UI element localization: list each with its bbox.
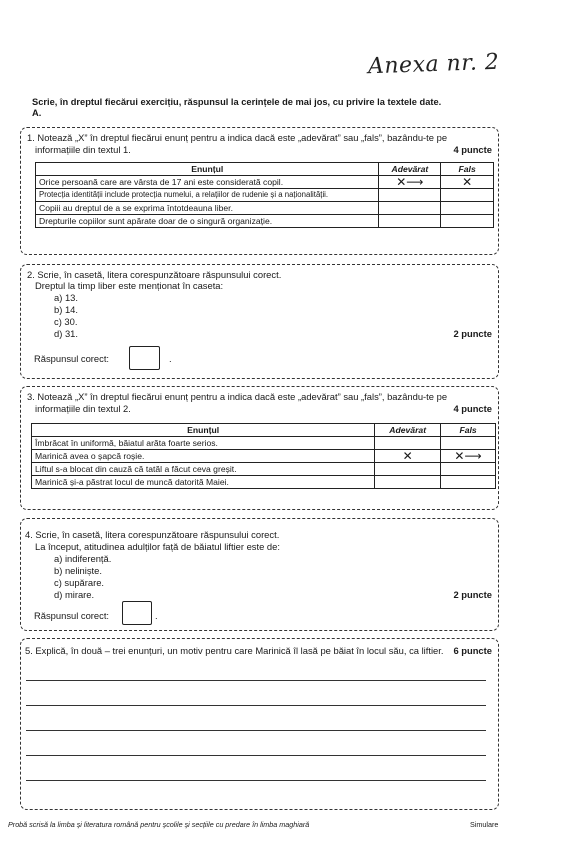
exercise-2-box — [20, 264, 499, 379]
true-cell[interactable] — [375, 476, 441, 489]
ex2-option-a: a) 13. — [54, 292, 78, 303]
ex1-table — [35, 162, 494, 228]
table-row — [32, 476, 496, 489]
section-label: A. — [32, 108, 42, 118]
table-row — [36, 176, 494, 189]
table-header-row — [36, 163, 494, 176]
statement-cell: Marinică avea o șapcă roșie. — [32, 450, 375, 463]
ex5-points: 6 puncte — [453, 645, 492, 656]
writing-line[interactable] — [26, 730, 486, 731]
ex2-points: 2 puncte — [453, 328, 492, 339]
ex2-option-d: d) 31. — [54, 328, 78, 339]
instruction-line: Scrie, în dreptul fiecărui exercițiu, răspunsul la cerințele de mai jos, cu privire la textele date. — [32, 97, 442, 107]
exercise-1-box — [20, 127, 499, 255]
exercise-5-box — [20, 638, 499, 810]
false-cell[interactable] — [441, 463, 496, 476]
ex3-line2: informațiile din textul 2. — [35, 403, 131, 414]
false-cell[interactable]: ✕ — [441, 176, 494, 189]
ex4-line1: 4. Scrie, în casetă, litera corespunzătoare răspunsului corect. — [25, 529, 280, 540]
ex2-line1: 2. Scrie, în casetă, litera corespunzătoare răspunsului corect. — [27, 269, 282, 280]
statement-cell: Copiii au dreptul de a se exprima întotdeauna liber. — [36, 202, 379, 215]
ex2-period: . — [169, 353, 172, 364]
true-cell[interactable] — [379, 215, 441, 228]
ex1-line1: 1. Notează „X” în dreptul fiecărui enunț pentru a indica dacă este „adevărat” sau „fals”, bazându-te pe — [27, 132, 448, 143]
table-row — [32, 463, 496, 476]
true-cell[interactable]: ✕⟶ — [379, 176, 441, 189]
writing-line[interactable] — [26, 680, 486, 681]
statement-cell: Protecția identității include protecția numelui, a relațiilor de rudenie și a naționalității. — [36, 189, 379, 202]
ex4-answer-box[interactable] — [122, 601, 152, 625]
true-cell[interactable] — [375, 463, 441, 476]
statement-cell: Orice persoană care are vârsta de 17 ani este considerată copil. — [36, 176, 379, 189]
col-header-false: Fals — [441, 163, 494, 176]
statement-cell: Îmbrăcat în uniformă, băiatul arăta foarte serios. — [32, 437, 375, 450]
true-cell[interactable]: ✕ — [375, 450, 441, 463]
annex-label: Anexa nr. 2 — [367, 49, 500, 80]
false-cell[interactable] — [441, 215, 494, 228]
ex3-table — [31, 423, 496, 489]
statement-cell: Drepturile copiilor sunt apărate doar de o singură organizație. — [36, 215, 379, 228]
col-header-true: Adevărat — [379, 163, 441, 176]
statement-cell: Liftul s-a blocat din cauză că tatăl a făcut ceva greșit. — [32, 463, 375, 476]
false-cell[interactable] — [441, 476, 496, 489]
footer-left: Probă scrisă la limba și literatura română pentru școlile și secțiile cu predare în limba maghiară — [8, 820, 310, 829]
ex4-period: . — [155, 610, 158, 621]
table-row — [36, 189, 494, 202]
col-header-statement: Enunțul — [32, 424, 375, 437]
col-header-statement: Enunțul — [36, 163, 379, 176]
col-header-true: Adevărat — [375, 424, 441, 437]
col-header-false: Fals — [441, 424, 496, 437]
table-header-row — [32, 424, 496, 437]
ex2-option-c: c) 30. — [54, 316, 78, 327]
ex2-answer-label: Răspunsul corect: — [34, 353, 110, 364]
exercise-4-box — [20, 518, 499, 631]
instruction-text — [32, 97, 512, 119]
writing-line[interactable] — [26, 780, 486, 781]
ex3-line1: 3. Notează „X” în dreptul fiecărui enunț pentru a indica dacă este „adevărat” sau „fals”, bazându-te pe — [27, 391, 448, 402]
ex4-answer-label: Răspunsul corect: — [34, 610, 110, 621]
true-cell[interactable] — [375, 437, 441, 450]
ex3-points: 4 puncte — [453, 403, 492, 414]
ex4-line2: La început, atitudinea adulților față de băiatul liftier este de: — [35, 541, 280, 552]
writing-line[interactable] — [26, 705, 486, 706]
ex4-option-b: b) neliniște. — [54, 565, 102, 576]
false-cell[interactable]: ✕⟶ — [441, 450, 496, 463]
table-row — [36, 202, 494, 215]
table-row — [36, 215, 494, 228]
ex4-option-a: a) indiferență. — [54, 553, 112, 564]
false-cell[interactable] — [441, 202, 494, 215]
ex5-line1: 5. Explică, în două – trei enunțuri, un motiv pentru care Marinică îl lasă pe băiat în locul său, ca liftier. — [25, 645, 444, 656]
statement-cell: Marinică și-a păstrat locul de muncă datorită Maiei. — [32, 476, 375, 489]
writing-line[interactable] — [26, 755, 486, 756]
ex4-option-c: c) supărare. — [54, 577, 105, 588]
ex2-line2: Dreptul la timp liber este menționat în caseta: — [35, 280, 224, 291]
exercise-3-box — [20, 386, 499, 510]
table-row — [32, 437, 496, 450]
ex2-answer-box[interactable] — [129, 346, 160, 370]
ex1-line2: informațiile din textul 1. — [35, 144, 131, 155]
true-cell[interactable] — [379, 202, 441, 215]
ex4-points: 2 puncte — [453, 589, 492, 600]
ex2-option-b: b) 14. — [54, 304, 78, 315]
footer-right: Simulare — [470, 820, 499, 829]
ex4-option-d: d) mirare. — [54, 589, 95, 600]
table-row — [32, 450, 496, 463]
ex1-points: 4 puncte — [453, 144, 492, 155]
false-cell[interactable] — [441, 437, 496, 450]
true-cell[interactable] — [379, 189, 441, 202]
false-cell[interactable] — [441, 189, 494, 202]
